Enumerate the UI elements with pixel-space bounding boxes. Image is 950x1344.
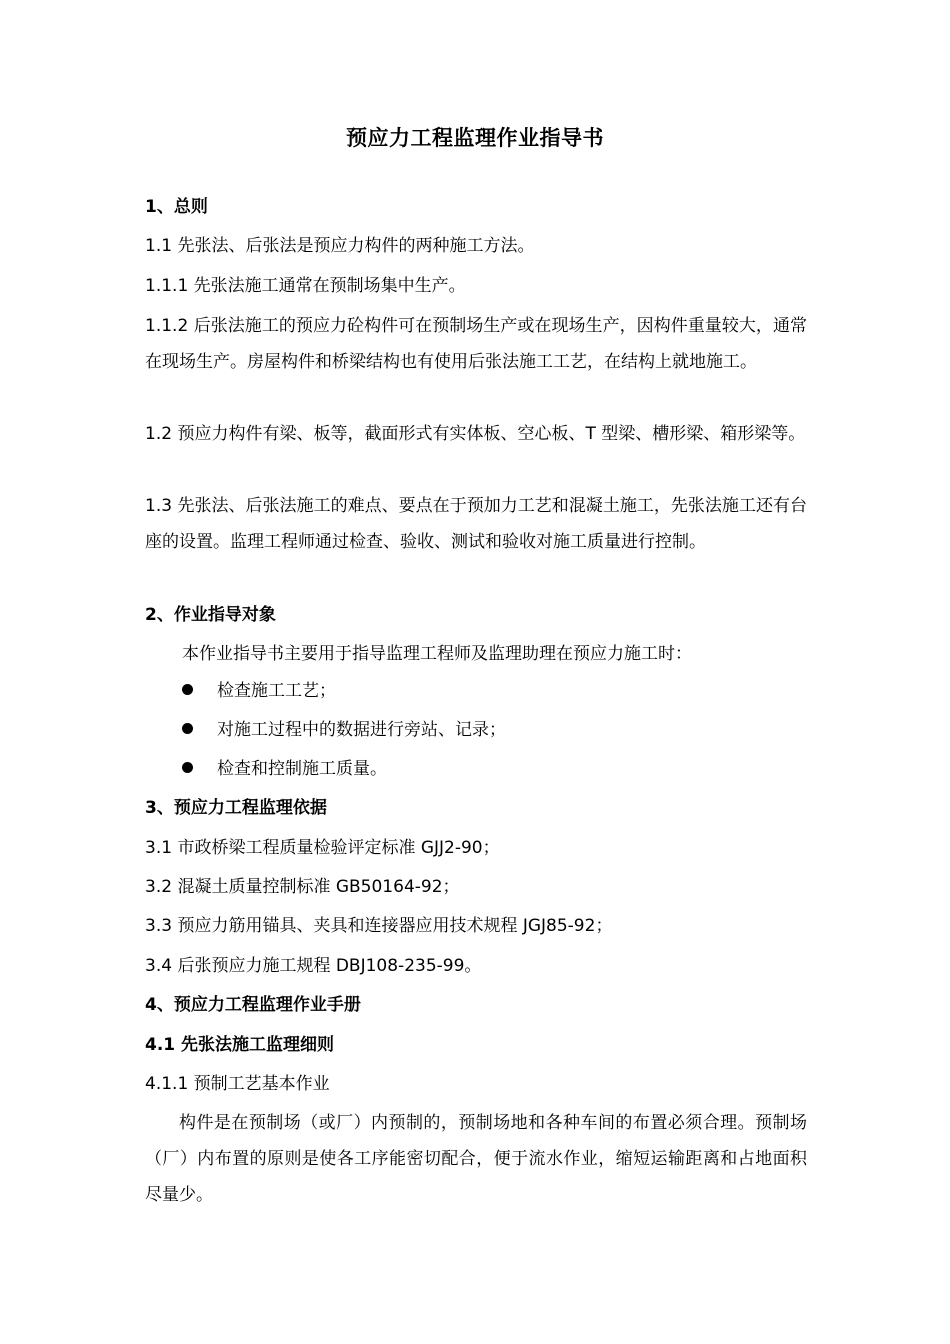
reference-item: 3.3 预应力筋用锚具、夹具和连接器应用技术规程 JGJ85-92； [145, 916, 613, 936]
paragraph-1-1-2: 1.1.2 后张法施工的预应力砼构件可在预制场生产或在现场生产，因构件重量较大，通常在现场生产。房屋构件和桥梁结构也有使用后张法施工工艺，在结构上就地施工。 [145, 316, 807, 372]
reference-item: 3.1 市政桥梁工程质量检验评定标准 GJJ2-90； [145, 838, 500, 858]
section-4-heading: 4、预应力工程监理作业手册 [145, 995, 361, 1015]
bullet-item: 检查和控制施工质量。 [182, 751, 387, 787]
reference-item: 3.4 后张预应力施工规程 DBJ108-235-99。 [145, 956, 482, 976]
section-3-heading: 3、预应力工程监理依据 [145, 798, 327, 818]
section-2-heading: 2、作业指导对象 [145, 605, 276, 625]
section-4-1-heading: 4.1 先张法施工监理细则 [145, 1035, 335, 1055]
section-1-heading: 1、总则 [145, 197, 208, 217]
paragraph-1-2: 1.2 预应力构件有梁、板等，截面形式有实体板、空心板、T 型梁、槽形梁、箱形梁等。 [145, 424, 806, 444]
document-title: 预应力工程监理作业指导书 [346, 126, 604, 150]
reference-item: 3.2 混凝土质量控制标准 GB50164-92； [145, 877, 460, 897]
bullet-dot-icon [182, 762, 193, 773]
bullet-item: 对施工过程中的数据进行旁站、记录； [182, 712, 506, 748]
paragraph-4-1-1-body: 构件是在预制场（或厂）内预制的，预制场地和各种车间的布置必须合理。预制场（厂）内布置的原则是使各工序能密切配合，便于流水作业，缩短运输距离和占地面积尽量少。 [145, 1113, 807, 1205]
bullet-dot-icon [182, 684, 193, 695]
bullet-item: 检查施工工艺； [182, 673, 336, 709]
section-2-intro: 本作业指导书主要用于指导监理工程师及监理助理在预应力施工时： [182, 644, 692, 664]
paragraph-1-3: 1.3 先张法、后张法施工的难点、要点在于预加力工艺和混凝土施工，先张法施工还有台座的设置。监理工程师通过检查、验收、测试和验收对施工质量进行控制。 [145, 496, 807, 552]
bullet-dot-icon [182, 723, 193, 734]
paragraph-1-1-1: 1.1.1 先张法施工通常在预制场集中生产。 [145, 276, 466, 296]
paragraph-4-1-1: 4.1.1 预制工艺基本作业 [145, 1074, 330, 1094]
paragraph-1-1: 1.1 先张法、后张法是预应力构件的两种施工方法。 [145, 236, 535, 256]
